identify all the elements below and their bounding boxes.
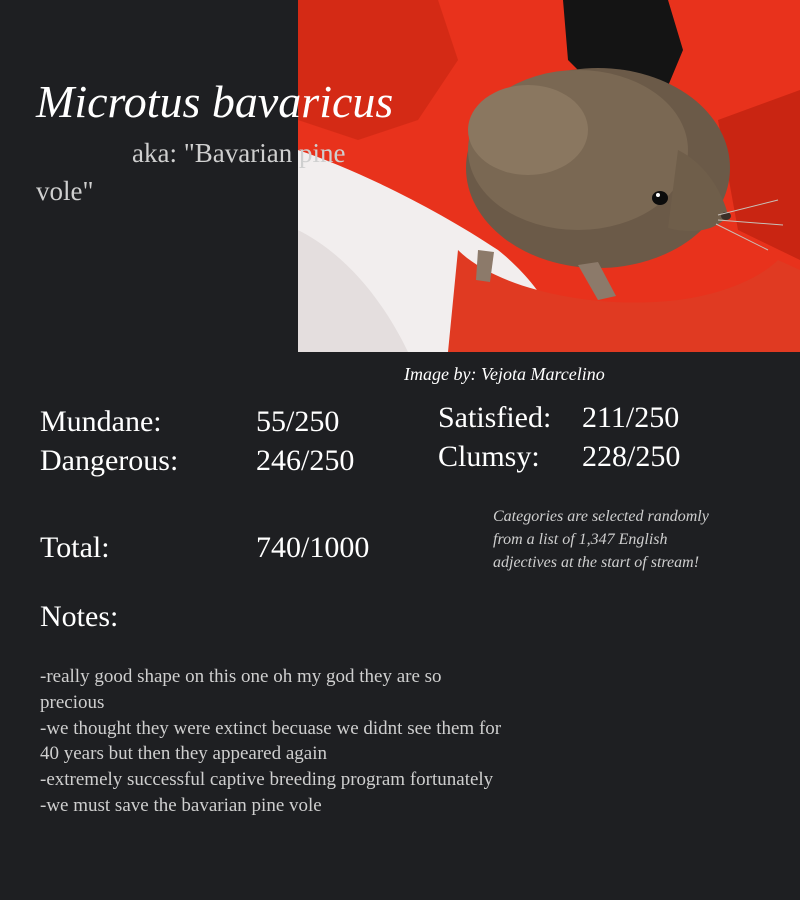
- categories-note: Categories are selected randomly from a list of 1,347 English adjectives at the start of stream!: [493, 508, 709, 571]
- notes-list: [40, 664, 510, 819]
- stat-total-value: 740/1000: [256, 531, 370, 564]
- common-name: aka: "Bavarian pine vole": [36, 138, 346, 206]
- note-item: -really good shape on this one oh my god they are so precious: [40, 666, 442, 713]
- stat-satisfied-value: 211/250: [582, 401, 680, 434]
- note-item: -extremely successful captive breeding program fortunately: [40, 769, 494, 791]
- stat-dangerous-value: 246/250: [256, 444, 355, 477]
- stat-clumsy-value: 228/250: [582, 440, 681, 473]
- stat-satisfied-label: Satisfied:: [438, 401, 552, 434]
- note-item: -we must save the bavarian pine vole: [40, 794, 322, 816]
- species-title: Microtus bavaricus: [36, 76, 394, 127]
- image-credit: Image by: Vejota Marcelino: [404, 364, 605, 384]
- stat-clumsy-label: Clumsy:: [438, 440, 540, 473]
- note-item: -we thought they were extinct becuase we didnt see them for 40 years but then they appeared again: [40, 717, 502, 765]
- stat-mundane-label: Mundane:: [40, 405, 162, 438]
- stat-mundane-value: 55/250: [256, 405, 340, 438]
- notes-heading: Notes:: [40, 600, 119, 633]
- stat-dangerous-label: Dangerous:: [40, 444, 179, 477]
- stat-total-label: Total:: [40, 531, 110, 564]
